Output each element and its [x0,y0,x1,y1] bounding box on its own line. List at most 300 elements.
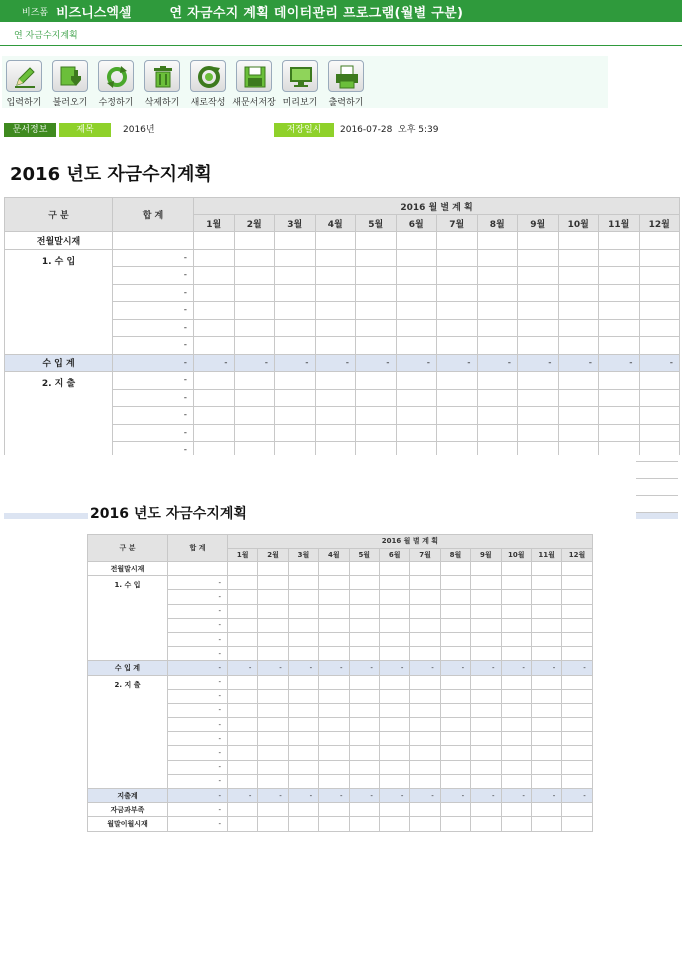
month-cell[interactable] [228,647,258,661]
month-cell[interactable] [396,267,437,285]
month-cell[interactable] [228,604,258,618]
month-cell[interactable] [194,424,235,442]
month-cell[interactable] [319,689,349,703]
month-cell[interactable] [562,675,592,689]
month-cell[interactable] [501,803,531,817]
month-cell[interactable] [379,718,409,732]
month-cell[interactable] [558,232,599,250]
month-cell[interactable] [349,689,379,703]
month-cell[interactable] [599,442,640,456]
month-cell[interactable] [558,302,599,320]
month-cell[interactable] [315,284,356,302]
month-cell[interactable] [349,675,379,689]
month-cell[interactable] [562,803,592,817]
month-cell[interactable] [562,746,592,760]
month-cell[interactable] [288,604,318,618]
month-cell[interactable] [228,746,258,760]
month-cell[interactable] [477,372,518,390]
month-cell[interactable] [319,732,349,746]
month-cell[interactable] [379,562,409,576]
month-cell[interactable] [501,689,531,703]
month-cell[interactable] [396,302,437,320]
month-cell[interactable] [440,718,470,732]
month-cell[interactable] [410,760,440,774]
month-cell[interactable] [288,760,318,774]
month-cell[interactable] [518,442,559,456]
month-cell[interactable] [562,604,592,618]
month-cell[interactable] [599,284,640,302]
month-cell[interactable] [440,675,470,689]
month-cell[interactable] [228,703,258,717]
month-cell[interactable] [275,372,316,390]
month-cell[interactable] [228,632,258,646]
month-cell[interactable] [477,284,518,302]
month-cell[interactable] [501,703,531,717]
month-cell[interactable] [234,284,275,302]
month-cell[interactable] [410,703,440,717]
month-cell[interactable] [562,718,592,732]
month-cell[interactable] [194,232,235,250]
month-cell[interactable] [501,604,531,618]
month-cell[interactable] [501,576,531,590]
month-cell[interactable] [639,442,680,456]
month-cell[interactable] [599,389,640,407]
month-cell[interactable] [639,372,680,390]
month-cell[interactable] [319,803,349,817]
month-cell[interactable] [562,562,592,576]
month-cell[interactable] [440,817,470,831]
month-cell[interactable] [471,746,501,760]
month-cell[interactable] [194,389,235,407]
month-cell[interactable] [518,249,559,267]
month-cell[interactable] [234,249,275,267]
month-cell[interactable] [275,232,316,250]
load-button[interactable] [48,58,92,106]
month-cell[interactable] [410,675,440,689]
month-cell[interactable] [599,267,640,285]
month-cell[interactable] [275,337,316,355]
month-cell[interactable] [379,803,409,817]
month-cell[interactable] [410,817,440,831]
month-cell[interactable] [531,632,561,646]
month-cell[interactable] [562,632,592,646]
month-cell[interactable] [315,389,356,407]
month-cell[interactable] [234,232,275,250]
month-cell[interactable] [258,803,288,817]
month-cell[interactable] [410,647,440,661]
month-cell[interactable] [410,689,440,703]
month-cell[interactable] [440,604,470,618]
month-cell[interactable] [288,618,318,632]
month-cell[interactable] [471,604,501,618]
month-cell[interactable] [356,232,397,250]
month-cell[interactable] [531,732,561,746]
month-cell[interactable] [194,267,235,285]
month-cell[interactable] [258,590,288,604]
month-cell[interactable] [437,424,478,442]
month-cell[interactable] [477,267,518,285]
month-cell[interactable] [228,562,258,576]
month-cell[interactable] [471,590,501,604]
month-cell[interactable] [288,576,318,590]
month-cell[interactable] [410,576,440,590]
month-cell[interactable] [228,675,258,689]
month-cell[interactable] [349,774,379,788]
month-cell[interactable] [518,232,559,250]
month-cell[interactable] [288,774,318,788]
month-cell[interactable] [319,760,349,774]
month-cell[interactable] [531,675,561,689]
month-cell[interactable] [194,407,235,425]
delete-button[interactable] [140,58,184,106]
month-cell[interactable] [319,675,349,689]
new-button[interactable] [186,58,230,106]
month-cell[interactable] [288,647,318,661]
month-cell[interactable] [440,703,470,717]
month-cell[interactable] [288,718,318,732]
month-cell[interactable] [558,424,599,442]
month-cell[interactable] [410,562,440,576]
month-cell[interactable] [477,249,518,267]
month-cell[interactable] [440,732,470,746]
month-cell[interactable] [288,746,318,760]
month-cell[interactable] [228,576,258,590]
month-cell[interactable] [440,632,470,646]
month-cell[interactable] [258,632,288,646]
month-cell[interactable] [319,590,349,604]
month-cell[interactable] [315,337,356,355]
month-cell[interactable] [518,424,559,442]
month-cell[interactable] [275,424,316,442]
month-cell[interactable] [234,442,275,456]
month-cell[interactable] [349,618,379,632]
month-cell[interactable] [319,718,349,732]
month-cell[interactable] [477,407,518,425]
month-cell[interactable] [234,337,275,355]
month-cell[interactable] [639,407,680,425]
month-cell[interactable] [531,718,561,732]
month-cell[interactable] [501,675,531,689]
month-cell[interactable] [194,442,235,456]
month-cell[interactable] [379,647,409,661]
month-cell[interactable] [599,249,640,267]
month-cell[interactable] [288,817,318,831]
month-cell[interactable] [379,576,409,590]
month-cell[interactable] [440,590,470,604]
month-cell[interactable] [396,249,437,267]
month-cell[interactable] [599,302,640,320]
month-cell[interactable] [471,675,501,689]
month-cell[interactable] [356,302,397,320]
month-cell[interactable] [315,372,356,390]
month-cell[interactable] [562,703,592,717]
month-cell[interactable] [531,618,561,632]
month-cell[interactable] [315,319,356,337]
month-cell[interactable] [501,760,531,774]
month-cell[interactable] [531,647,561,661]
month-cell[interactable] [258,576,288,590]
month-cell[interactable] [531,590,561,604]
month-cell[interactable] [349,590,379,604]
month-cell[interactable] [471,774,501,788]
month-cell[interactable] [379,774,409,788]
month-cell[interactable] [639,337,680,355]
month-cell[interactable] [349,562,379,576]
month-cell[interactable] [437,319,478,337]
month-cell[interactable] [437,302,478,320]
month-cell[interactable] [396,442,437,456]
month-cell[interactable] [440,618,470,632]
month-cell[interactable] [228,732,258,746]
month-cell[interactable] [319,604,349,618]
month-cell[interactable] [258,604,288,618]
month-cell[interactable] [349,703,379,717]
month-cell[interactable] [396,232,437,250]
month-cell[interactable] [288,689,318,703]
month-cell[interactable] [258,689,288,703]
month-cell[interactable] [518,284,559,302]
month-cell[interactable] [471,618,501,632]
month-cell[interactable] [319,647,349,661]
month-cell[interactable] [275,389,316,407]
month-cell[interactable] [501,746,531,760]
month-cell[interactable] [258,718,288,732]
month-cell[interactable] [410,632,440,646]
month-cell[interactable] [396,407,437,425]
month-cell[interactable] [356,284,397,302]
month-cell[interactable] [228,590,258,604]
month-cell[interactable] [558,389,599,407]
month-cell[interactable] [599,319,640,337]
month-cell[interactable] [258,618,288,632]
month-cell[interactable] [194,337,235,355]
month-cell[interactable] [379,732,409,746]
month-cell[interactable] [379,760,409,774]
month-cell[interactable] [531,760,561,774]
month-cell[interactable] [562,817,592,831]
month-cell[interactable] [501,774,531,788]
month-cell[interactable] [349,732,379,746]
month-cell[interactable] [639,424,680,442]
month-cell[interactable] [258,732,288,746]
month-cell[interactable] [531,803,561,817]
month-cell[interactable] [234,407,275,425]
month-cell[interactable] [477,337,518,355]
month-cell[interactable] [275,249,316,267]
month-cell[interactable] [234,389,275,407]
month-cell[interactable] [558,372,599,390]
month-cell[interactable] [437,232,478,250]
month-cell[interactable] [599,372,640,390]
month-cell[interactable] [228,618,258,632]
month-cell[interactable] [437,372,478,390]
month-cell[interactable] [228,774,258,788]
month-cell[interactable] [558,249,599,267]
month-cell[interactable] [518,337,559,355]
month-cell[interactable] [275,407,316,425]
month-cell[interactable] [349,803,379,817]
month-cell[interactable] [349,718,379,732]
month-cell[interactable] [471,632,501,646]
month-cell[interactable] [356,442,397,456]
month-cell[interactable] [471,647,501,661]
month-cell[interactable] [275,284,316,302]
month-cell[interactable] [410,774,440,788]
month-cell[interactable] [501,718,531,732]
month-cell[interactable] [518,267,559,285]
month-cell[interactable] [477,232,518,250]
month-cell[interactable] [288,632,318,646]
month-cell[interactable] [234,372,275,390]
print-button[interactable] [324,58,368,106]
month-cell[interactable] [356,249,397,267]
month-cell[interactable] [558,442,599,456]
month-cell[interactable] [275,302,316,320]
month-cell[interactable] [315,267,356,285]
month-cell[interactable] [471,562,501,576]
month-cell[interactable] [379,689,409,703]
month-cell[interactable] [258,817,288,831]
month-cell[interactable] [599,337,640,355]
month-cell[interactable] [410,618,440,632]
month-cell[interactable] [356,407,397,425]
month-cell[interactable] [558,267,599,285]
month-cell[interactable] [562,618,592,632]
month-cell[interactable] [440,689,470,703]
month-cell[interactable] [356,319,397,337]
month-cell[interactable] [396,337,437,355]
month-cell[interactable] [379,817,409,831]
month-cell[interactable] [396,389,437,407]
month-cell[interactable] [501,590,531,604]
month-cell[interactable] [518,302,559,320]
month-cell[interactable] [319,774,349,788]
month-cell[interactable] [501,647,531,661]
month-cell[interactable] [258,774,288,788]
month-cell[interactable] [531,817,561,831]
month-cell[interactable] [194,372,235,390]
month-cell[interactable] [477,319,518,337]
month-cell[interactable] [319,632,349,646]
month-cell[interactable] [379,703,409,717]
month-cell[interactable] [288,803,318,817]
month-cell[interactable] [379,618,409,632]
edit-button[interactable] [94,58,138,106]
month-cell[interactable] [349,817,379,831]
month-cell[interactable] [410,732,440,746]
month-cell[interactable] [477,442,518,456]
month-cell[interactable] [258,647,288,661]
month-cell[interactable] [319,618,349,632]
month-cell[interactable] [234,302,275,320]
month-cell[interactable] [558,337,599,355]
month-cell[interactable] [531,576,561,590]
month-cell[interactable] [501,817,531,831]
month-cell[interactable] [228,817,258,831]
month-cell[interactable] [234,267,275,285]
month-cell[interactable] [379,632,409,646]
month-cell[interactable] [288,732,318,746]
month-cell[interactable] [440,576,470,590]
month-cell[interactable] [349,576,379,590]
month-cell[interactable] [319,562,349,576]
month-cell[interactable] [288,590,318,604]
month-cell[interactable] [562,689,592,703]
month-cell[interactable] [518,319,559,337]
month-cell[interactable] [288,562,318,576]
month-cell[interactable] [437,249,478,267]
month-cell[interactable] [349,604,379,618]
month-cell[interactable] [228,718,258,732]
month-cell[interactable] [228,760,258,774]
month-cell[interactable] [228,803,258,817]
month-cell[interactable] [356,372,397,390]
month-cell[interactable] [558,319,599,337]
month-cell[interactable] [396,319,437,337]
month-cell[interactable] [471,689,501,703]
month-cell[interactable] [501,618,531,632]
month-cell[interactable] [437,407,478,425]
month-cell[interactable] [315,232,356,250]
month-cell[interactable] [558,284,599,302]
month-cell[interactable] [410,718,440,732]
month-cell[interactable] [437,337,478,355]
month-cell[interactable] [288,703,318,717]
month-cell[interactable] [319,576,349,590]
month-cell[interactable] [379,675,409,689]
month-cell[interactable] [440,760,470,774]
month-cell[interactable] [356,267,397,285]
month-cell[interactable] [477,302,518,320]
month-cell[interactable] [471,817,501,831]
month-cell[interactable] [440,774,470,788]
month-cell[interactable] [319,746,349,760]
month-cell[interactable] [471,760,501,774]
month-cell[interactable] [315,302,356,320]
month-cell[interactable] [319,703,349,717]
preview-button[interactable] [278,58,322,106]
month-cell[interactable] [437,284,478,302]
month-cell[interactable] [639,302,680,320]
month-cell[interactable] [518,372,559,390]
month-cell[interactable] [471,732,501,746]
month-cell[interactable] [562,732,592,746]
month-cell[interactable] [315,424,356,442]
month-cell[interactable] [531,774,561,788]
month-cell[interactable] [356,389,397,407]
month-cell[interactable] [562,647,592,661]
month-cell[interactable] [258,703,288,717]
month-cell[interactable] [501,732,531,746]
month-cell[interactable] [639,249,680,267]
month-cell[interactable] [379,590,409,604]
month-cell[interactable] [518,389,559,407]
month-cell[interactable] [349,746,379,760]
month-cell[interactable] [234,319,275,337]
month-cell[interactable] [440,647,470,661]
month-cell[interactable] [258,760,288,774]
month-cell[interactable] [471,703,501,717]
month-cell[interactable] [194,249,235,267]
month-cell[interactable] [275,267,316,285]
month-cell[interactable] [639,267,680,285]
month-cell[interactable] [349,647,379,661]
month-cell[interactable] [396,284,437,302]
month-cell[interactable] [194,319,235,337]
month-cell[interactable] [639,319,680,337]
month-cell[interactable] [599,424,640,442]
month-cell[interactable] [258,562,288,576]
